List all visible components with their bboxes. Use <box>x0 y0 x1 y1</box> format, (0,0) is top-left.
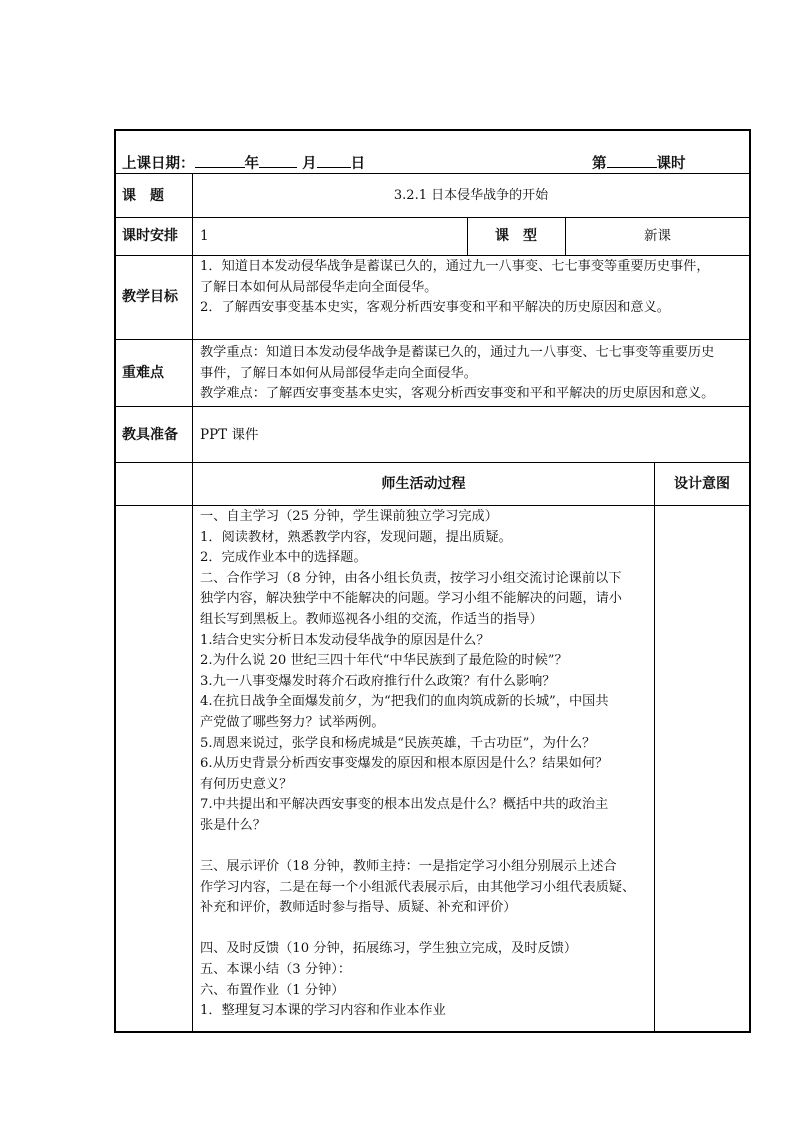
hours-value: 1 <box>200 228 209 244</box>
process-line: 五、本课小结（3 分钟）： <box>200 962 352 978</box>
hours-label: 课时安排 <box>122 228 178 244</box>
process-line: 产党做了哪些努力？试举两例。 <box>200 714 385 730</box>
goals-line: 1．知道日本发动侵华战争是蓄谋已久的，通过九一八事变、七七事变等重要历史事件， <box>200 259 710 274</box>
type-value: 新课 <box>644 228 671 244</box>
process-line: 1．整理复习本课的学习内容和作业本作业 <box>200 1003 446 1019</box>
day-label: 日 <box>350 156 366 172</box>
tools-value: PPT 课件 <box>200 427 259 443</box>
tools-label: 教具准备 <box>122 427 178 443</box>
lesson-number-blank <box>607 153 657 168</box>
blank-line <box>200 919 652 940</box>
key-points-text <box>200 343 714 405</box>
process-line: 四、及时反馈（10 分钟，拓展练习，学生独立完成，及时反馈） <box>200 941 578 957</box>
topic-label: 课 题 <box>122 188 164 204</box>
key-points-line: 教学重点：知道日本发动侵华战争是蓄谋已久的，通过九一八事变、七七事变等重要历史 <box>200 345 715 360</box>
process-line: 一、自主学习（25 分钟，学生课前独立学习完成） <box>200 509 498 524</box>
process-line: 3.九一八事变爆发时蒋介石政府推行什么政策？有什么影响？ <box>200 673 556 689</box>
goals-text <box>200 257 710 319</box>
lesson-plan-table <box>114 129 751 1033</box>
process-line: 6.从历史背景分析西安事变爆发的原因和根本原因是什么？结果如何？ <box>200 756 609 772</box>
intent-column-header: 设计意图 <box>674 476 730 492</box>
process-line: 5.周恩来说过，张学良和杨虎城是“民族英雄，千古功臣”，为什么？ <box>200 735 596 751</box>
year-blank <box>195 153 245 168</box>
process-line: 4.在抗日战争全面爆发前夕，为“把我们的血肉筑成新的长城”，中国共 <box>200 694 609 710</box>
column-divider <box>192 173 193 1033</box>
day-blank <box>317 153 351 168</box>
process-line: 三、展示评价（18 分钟，教师主持：一是指定学习小组分别展示上述合 <box>200 859 617 875</box>
topic-value: 3.2.1 日本侵华战争的开始 <box>393 188 549 203</box>
process-line: 张是什么？ <box>200 817 266 833</box>
lesson-number-row <box>592 153 686 174</box>
process-line: 1．阅读教材，熟悉教学内容，发现问题，提出质疑。 <box>200 529 512 545</box>
process-line: 有何历史意义？ <box>200 776 293 792</box>
process-line: 补充和评价，教师适时参与指导、质疑、补充和评价） <box>200 900 517 916</box>
process-line: 2．完成作业本中的选择题。 <box>200 550 367 566</box>
process-line: 作学习内容，二是在每一个小组派代表展示后，由其他学习小组代表质疑、 <box>200 879 636 895</box>
process-line: 二、合作学习（8 分钟，由各小组长负责，按学习小组交流讨论课前以下 <box>200 570 622 586</box>
row-divider <box>116 406 749 407</box>
nth-label: 第 <box>592 156 607 172</box>
process-line: 组长写到黑板上。教师巡视各小组的交流，作适当的指导） <box>200 611 543 627</box>
process-line: 2.为什么说 20 世纪三四十年代“中华民族到了最危险的时候”？ <box>200 653 568 669</box>
key-points-label: 重难点 <box>122 365 164 381</box>
month-label: 月 <box>302 156 317 172</box>
blank-line <box>200 837 652 858</box>
row-divider <box>116 339 749 340</box>
row-divider <box>116 217 749 218</box>
lesson-label: 课时 <box>656 156 686 172</box>
year-label: 年 <box>244 156 259 172</box>
goals-line: 2．了解西安事变基本史实，客观分析西安事变和平和平解决的历史原因和意义。 <box>200 300 670 316</box>
process-line: 六、布置作业（1 分钟） <box>200 982 345 998</box>
month-blank <box>259 153 297 168</box>
date-label: 上课日期： <box>122 156 195 172</box>
process-text <box>200 507 652 1022</box>
goals-line: 了解日本如何从局部侵华走向全面侵华。 <box>200 279 438 295</box>
process-column-header: 师生活动过程 <box>381 476 466 492</box>
row-divider <box>116 255 749 256</box>
type-label: 课 型 <box>495 228 537 244</box>
process-line: 1.结合史实分析日本发动侵华战争的原因是什么？ <box>200 632 490 648</box>
key-points-line: 事件，了解日本如何从局部侵华走向全面侵华。 <box>200 365 477 381</box>
column-divider <box>654 462 655 1033</box>
process-line: 独学内容，解决独学中不能解决的问题。学习小组不能解决的问题，请小 <box>200 591 622 607</box>
date-row <box>122 153 365 174</box>
goals-label: 教学目标 <box>122 289 178 305</box>
key-points-line: 教学难点：了解西安事变基本史实，客观分析西安事变和平和平解决的历史原因和意义。 <box>200 386 715 402</box>
process-line: 7.中共提出和平解决西安事变的根本出发点是什么？概括中共的政治主 <box>200 797 609 813</box>
